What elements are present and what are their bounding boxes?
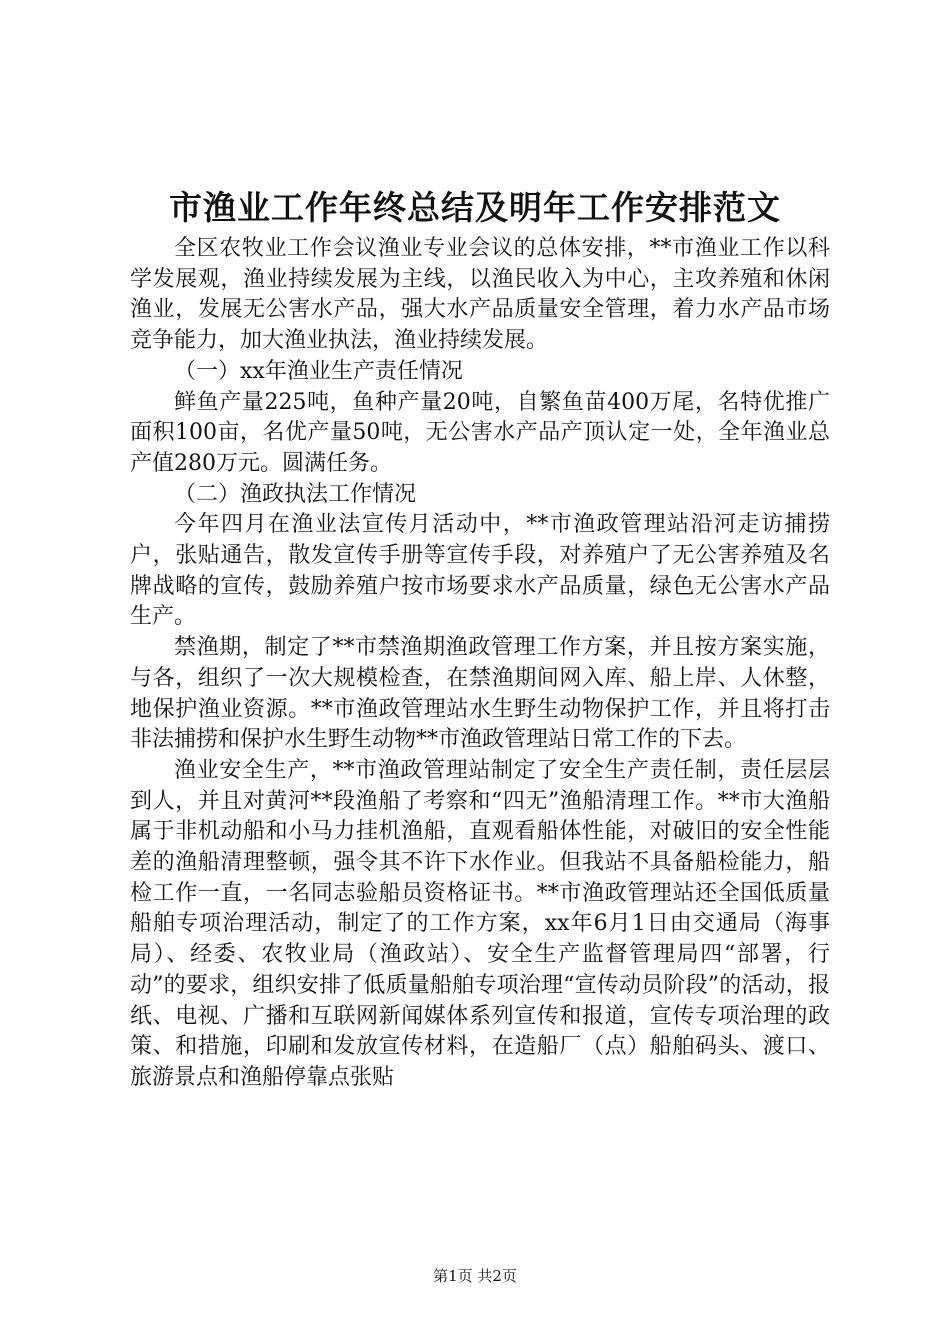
paragraph-production: 鲜鱼产量225吨，鱼种产量20吨，自繁鱼苗400万尾，名特优推广面积100亩，名优产量50吨，无公害水产品产顶认定一处，全年渔业总产值280万元。圆满任务。 (130, 389, 830, 476)
paragraph-intro: 全区农牧业工作会议渔业专业会议的总体安排，**市渔业工作以科学发展观，渔业持续发展为主线，以渔民收入为中心，主攻养殖和休闲渔业，发展无公害水产品，强大水产品质量安全管理，着力水产品市场竞争能力，加大渔业执法，渔业持续发展。 (130, 236, 830, 354)
paragraph-fishing-ban: 禁渔期，制定了**市禁渔期渔政管理工作方案，并且按方案实施，与各，组织了一次大规模检查，在禁渔期间网入库、船上岸、人休整，地保护渔业资源。**市渔政管理站水生野生动物保护工作，并且将打击非法捕捞和保护水生野生动物**市渔政管理站日常工作的下去。 (130, 635, 830, 753)
document-body (130, 234, 830, 1094)
section-heading-enforcement: （二）渔政执法工作情况 (174, 481, 417, 507)
paragraph-publicity: 今年四月在渔业法宣传月活动中，**市渔政管理站沿河走访捕捞户，张贴通告，散发宣传手册等宣传手段，对养殖户了无公害养殖及名牌战略的宣传，鼓励养殖户按市场要求水产品质量，绿色无公害水产品生产。 (130, 512, 830, 630)
document-title: 市渔业工作年终总结及明年工作安排范文 (169, 188, 781, 227)
section-heading-production: （一）xx年渔业生产责任情况 (174, 358, 463, 384)
page-footer: 第1页 共2页 (433, 1267, 517, 1285)
paragraph-safety: 渔业安全生产，**市渔政管理站制定了安全生产责任制，责任层层到人，并且对黄河**段渔船了考察和“四无”渔船清理工作。**市大渔船属于非机动船和小马力挂机渔船，直观看船体性能，对破旧的安全性能差的渔船清理整顿，强令其不许下水作业。但我站不具备船检能力，船检工作一直，一名同志验船员资格证书。**市渔政管理站还全国低质量船舶专项治理活动，制定了的工作方案，xx年6月1日由交通局（海事局）、经委、农牧业局（渔政站）、安全生产监督管理局四“部署，行动”的要求，组织安排了低质量船舶专项治理“宣传动员阶段”的活动，报纸、电视、广播和互联网新闻媒体系列宣传和报道，宣传专项治理的政策、和措施，印刷和发放宣传材料，在造船厂（点）船舶码头、渡口、旅游景点和渔船停靠点张贴 (130, 757, 830, 1090)
